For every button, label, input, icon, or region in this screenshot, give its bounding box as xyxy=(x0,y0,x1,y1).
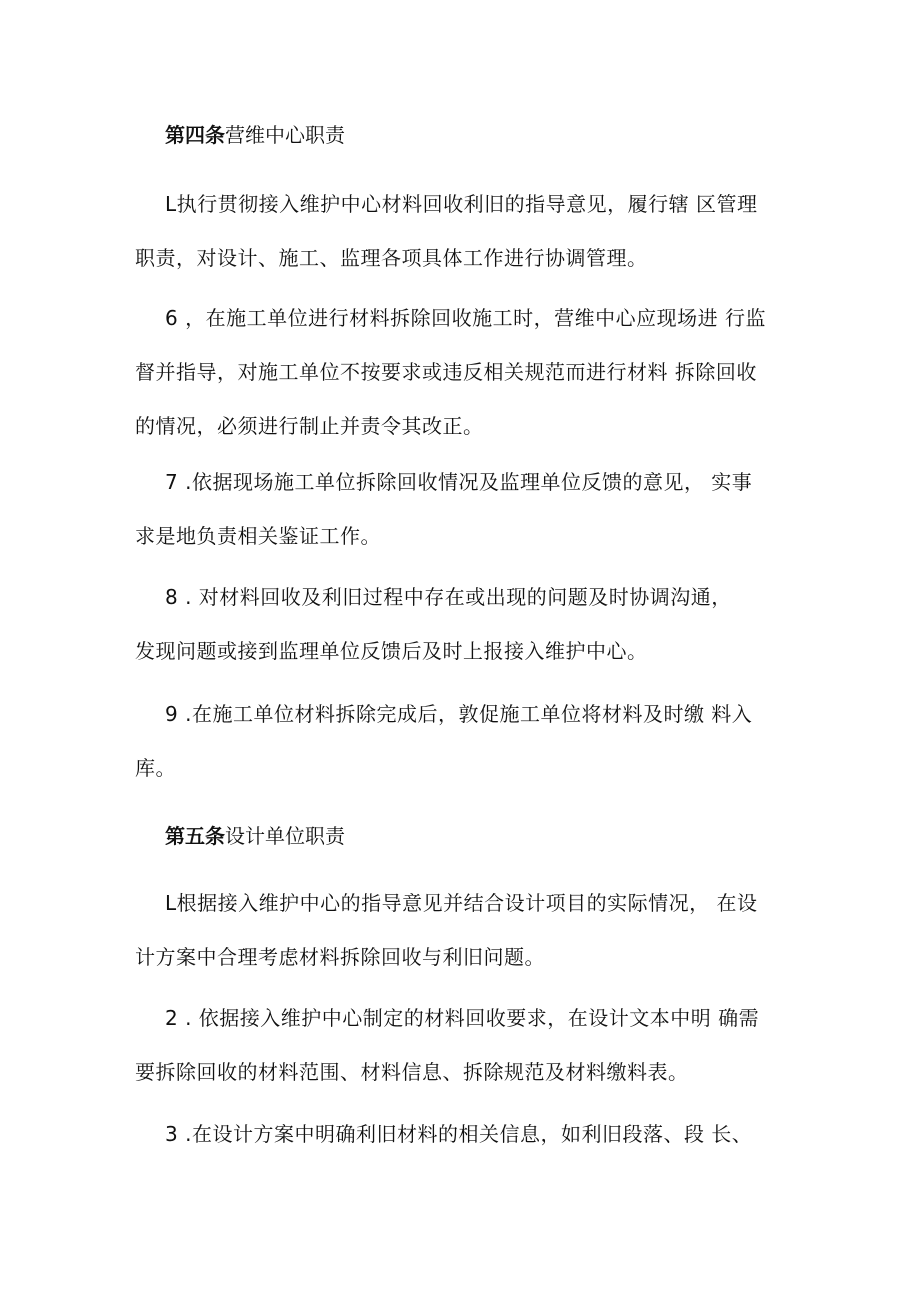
paragraph-line: 2 . 依据接入维护中心制定的材料回收要求，在设计文本中明 确需 xyxy=(165,1006,760,1030)
paragraph-line: 的情况，必须进行制止并责令其改正。 xyxy=(135,414,484,438)
paragraph-line: 7 .依据现场施工单位拆除回收情况及监理单位反馈的意见， 实事 xyxy=(165,470,753,494)
article-5-label: 第五条 xyxy=(165,824,225,848)
paragraph-line: 8 . 对材料回收及利旧过程中存在或出现的问题及时协调沟通， xyxy=(165,585,732,609)
article-4-label: 第四条 xyxy=(165,123,225,147)
paragraph-line: 职责，对设计、施工、监理各项具体工作进行协调管理。 xyxy=(135,246,648,270)
paragraph-line: 库。 xyxy=(135,756,176,780)
article-4-item-6 xyxy=(135,291,795,453)
paragraph-line: L执行贯彻接入维护中心材料回收利旧的指导意见，履行辖 区管理 xyxy=(165,192,758,216)
paragraph-line: 求是地负责相关鉴证工作。 xyxy=(135,524,381,548)
article-5-item-2 xyxy=(135,991,795,1099)
article-5-item-3 xyxy=(135,1107,795,1161)
paragraph-line: 发现问题或接到监理单位反馈后及时上报接入维护中心。 xyxy=(135,639,648,663)
article-5-heading xyxy=(165,822,345,850)
article-4-item-9 xyxy=(135,687,795,795)
article-5-item-1 xyxy=(135,876,795,984)
paragraph-line: L根据接入维护中心的指导意见并结合设计项目的实际情况， 在设 xyxy=(165,891,758,915)
article-4-title: 营维中心职责 xyxy=(225,123,345,147)
paragraph-line: 6 ，在施工单位进行材料拆除回收施工时，营维中心应现场进 行监 xyxy=(165,306,766,330)
paragraph-line: 督并指导，对施工单位不按要求或违反相关规范而进行材料 拆除回收 xyxy=(135,360,757,384)
article-5-title: 设计单位职责 xyxy=(225,824,345,848)
article-4-item-8 xyxy=(135,570,795,678)
paragraph-line: 计方案中合理考虑材料拆除回收与利旧问题。 xyxy=(135,945,545,969)
article-4-item-7 xyxy=(135,455,795,563)
article-4-item-1 xyxy=(135,177,795,285)
paragraph-line: 3 .在设计方案中明确利旧材料的相关信息，如利旧段落、段 长、 xyxy=(165,1122,753,1146)
article-4-heading xyxy=(165,121,345,149)
paragraph-line: 要拆除回收的材料范围、材料信息、拆除规范及材料缴料表。 xyxy=(135,1060,689,1084)
paragraph-line: 9 .在施工单位材料拆除完成后，敦促施工单位将材料及时缴 料入 xyxy=(165,702,753,726)
